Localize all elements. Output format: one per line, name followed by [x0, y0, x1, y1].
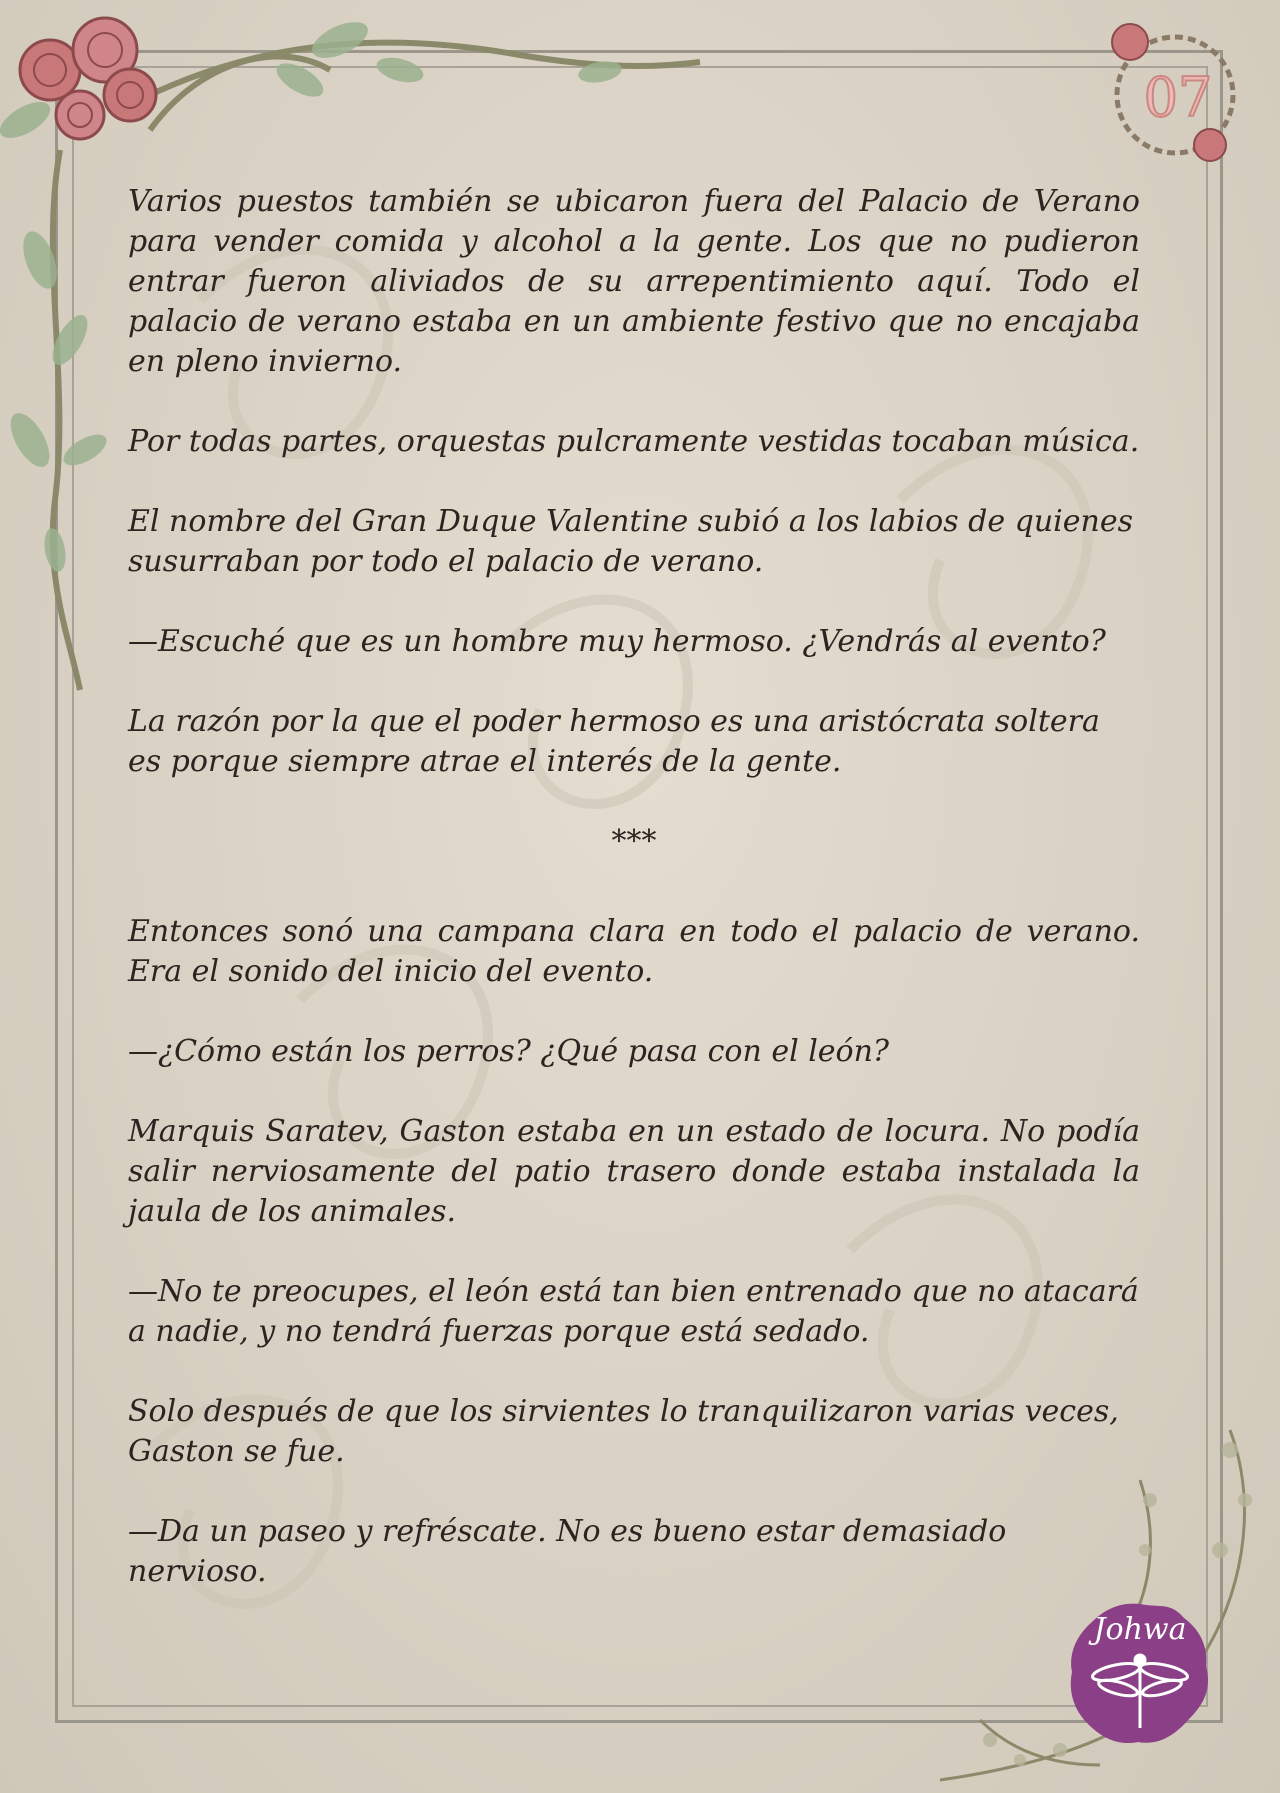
paragraph: La razón por la que el poder hermoso es una aristócrata soltera es porque siempre atrae el interés de la gente. — [128, 704, 1100, 779]
story-text — [128, 182, 1140, 1632]
paragraph: —No te preocupes, el león está tan bien entrenado que no atacará a nadie, y no tendrá fuerzas porque está sedado. — [128, 1274, 1139, 1349]
paragraph: Por todas partes, orquestas pulcramente vestidas tocaban música. — [128, 424, 1140, 459]
paragraph: Varios puestos también se ubicaron fuera del Palacio de Verano para vender comida y alcohol a la gente. Los que no pudieron entrar fueron aliviados de su arrepentimiento aquí. Todo el palacio de verano estaba en un ambiente festivo que no encajaba en pleno invierno. — [128, 184, 1140, 379]
paragraph: —Escuché que es un hombre muy hermoso. ¿Vendrás al evento? — [128, 624, 1106, 659]
paragraph: —Da un paseo y refréscate. No es bueno estar demasiado nervioso. — [128, 1514, 1007, 1589]
paragraph: —¿Cómo están los perros? ¿Qué pasa con el león? — [128, 1034, 890, 1069]
paragraph: Marquis Saratev, Gaston estaba en un estado de locura. No podía salir nerviosamente del patio trasero donde estaba instalada la jaula de los animales. — [128, 1114, 1140, 1229]
paragraph: El nombre del Gran Duque Valentine subió a los labios de quienes susurraban por todo el palacio de verano. — [128, 504, 1133, 579]
scene-separator: *** — [611, 824, 657, 859]
page-number: 07 — [1143, 66, 1213, 129]
logo-text: Johwa — [1093, 1612, 1187, 1647]
paragraph: Solo después de que los sirvientes lo tranquilizaron varias veces, Gaston se fue. — [128, 1394, 1119, 1469]
paragraph: Entonces sonó una campana clara en todo el palacio de verano. Era el sonido del inicio del evento. — [128, 914, 1140, 989]
